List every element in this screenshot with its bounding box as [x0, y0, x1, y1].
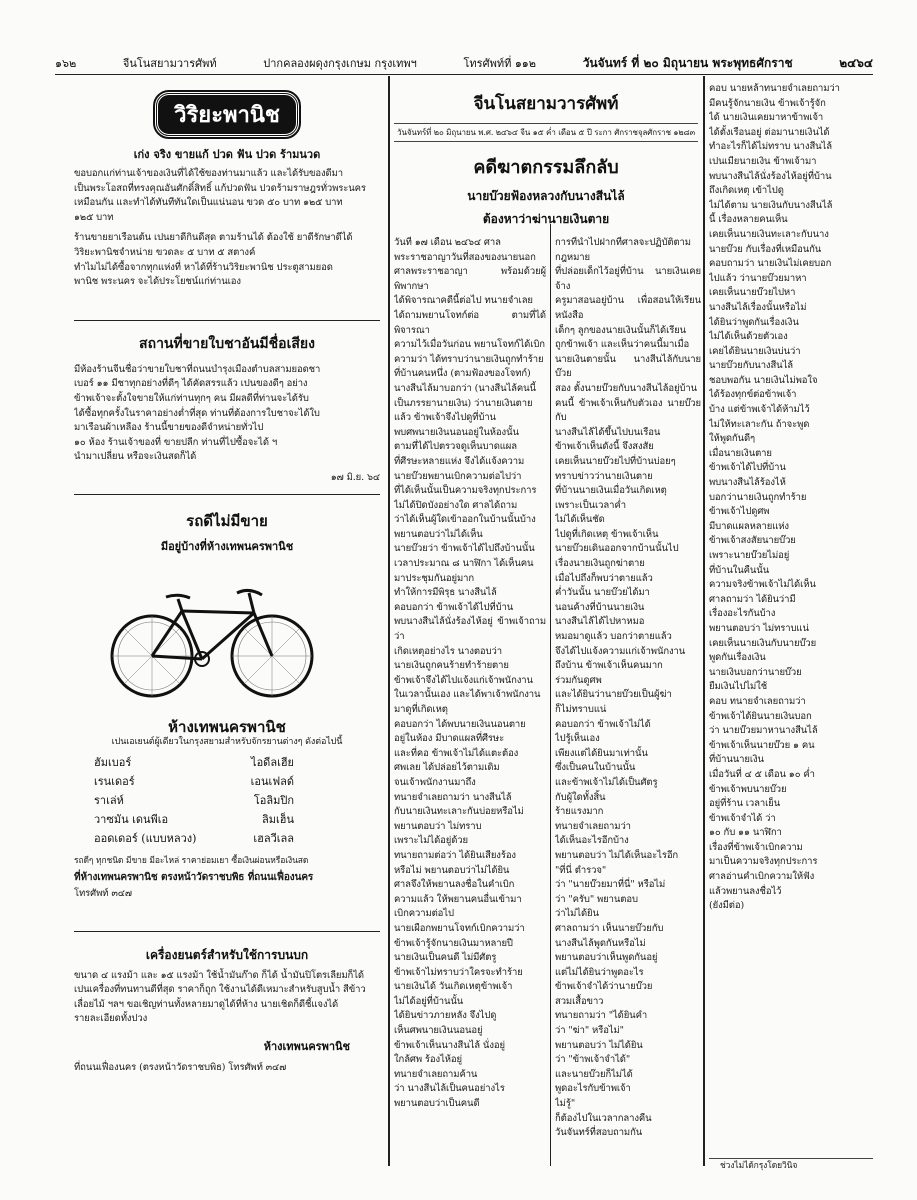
subhead-2: ต้องหาว่าฆ่านายเงินตาย [482, 212, 610, 226]
article-line: นายเงินได้ วันเกิดเหตุข้าพเจ้า [394, 981, 513, 993]
article-line: ข้าพเจ้าเห็นดังนี้ จึงสงสัย [555, 441, 654, 453]
tea-line: มีห้องร้านจีนชื่อว่าขายใบชาที่ถนนบำรุงเมืองตำบลสามยอดชา [74, 363, 321, 375]
article-line: นายบ๊วยว่า ข้าพเจ้าได้ไปถึงบ้านนั้น [394, 543, 535, 555]
article-line: แต่ไม่ได้ยินว่าพูดอะไร [555, 966, 644, 978]
article-line: แล้วพยานลงชื่อไว้ [709, 885, 782, 897]
article-line: ได้ตั้งเรือนอยู่ ต่อมานายเงินได้ [709, 126, 830, 138]
masthead: จีนโนสยามวารศัพท์ [473, 94, 619, 114]
article-line: ข้าพเจ้าไม่ทราบว่าใครจะทำร้าย [394, 966, 523, 978]
article-line: เพราะเป็นเวลาค่ำ [555, 499, 626, 511]
article-line: อยู่ที่ร้าน เวลาเย็น [709, 798, 781, 810]
article-line: เคยได้ยินนายเงินบ่นว่า [709, 345, 801, 357]
article-line: บ้าง แต่ข้าพเจ้าได้ห้ามไว้ [709, 404, 810, 416]
article-line: ความไว้เมื่อวันก่อน พยานโจทก์ได้เบิก [394, 339, 545, 351]
article-line: ข้าพเจ้าจำได้ ว่า [709, 812, 776, 824]
article-line: นายเงินเป็นคนดี ไม่มีศัตรู [394, 952, 497, 964]
brand-name: วาซมัน เดนพีเอ [94, 812, 169, 826]
article-line: ได้ยินว่าพูดกันเรื่องเงิน [709, 316, 799, 328]
brand-name: ลิมเฮ็น [262, 812, 294, 826]
article-line: ชอบพอกัน นายเงินไม่พอใจ [709, 374, 818, 386]
brand-name: เอนเฟลด์ [250, 774, 294, 788]
ad-line: ทำไมไม่ได้ซื้อจากทุกแห่งที่ หาได้ที่ร้านวิริยะพานิช ประตูสามยอด [74, 261, 333, 273]
masthead-date: วันจันทร์ที่ ๒๐ มิถุนายน พ.ศ. ๒๔๖๔ จีน ๑๕ ค่ำ เดือน ๕ ปี ระกา ศักราชจุลศักราช ๑๒๘๓ [397, 128, 695, 137]
article-line: สวมเสื้อขาว [555, 995, 604, 1007]
article-line: นี้ เรื่องหลายคนเห็น [709, 214, 788, 226]
masthead-rule [394, 141, 698, 142]
article-line: วันจันทร์ที่สอบถามกัน [555, 1127, 643, 1139]
article-line: ไปดูที่เกิดเหตุ ข้าพเจ้าเห็น [555, 528, 659, 540]
article-line: ศาลถามว่า เห็นนายบ๊วยกับ [555, 922, 664, 934]
headline: คดีฆาตกรรมลึกลับ [473, 157, 619, 178]
article-line: คอบ ทนายจำเลยถามว่า [709, 695, 806, 707]
continued-note: ช่วงไม่ได้กรุงโดยวินิจ [720, 1161, 798, 1171]
brand-list [94, 753, 294, 848]
article-line: พูดกันเรื่องเงิน [709, 652, 766, 664]
article-line: พยานตอบว่าไม่ได้เห็น [394, 528, 483, 540]
brand-name: ฮัมเบอร์ [94, 755, 132, 769]
article-line: เคยเห็นนายบ๊วยไปที่บ้านบ่อยๆ [555, 455, 676, 467]
article-column-2 [555, 236, 701, 1166]
article-line: นายบ๊วยกับนางสีนไล้ [709, 360, 793, 372]
article-line: พยานตอบว่า ไม่ทราบ [394, 820, 482, 832]
article-line: เวลาประมาณ ๘ นาฬิกา ได้เห็นคน [394, 558, 534, 570]
article-line: ทำอะไรก็ได้ไม่ทราบ นางสีนไล้ [709, 141, 832, 153]
article-line: แล้ว ข้าพเจ้าจึงไปดูที่บ้าน [394, 412, 496, 424]
article-line: ว่า นายบ๊วยมาหานางสีนไล้ [709, 725, 818, 737]
article-line: พยานตอบว่า ไม่ได้เห็นอะไรอีก [555, 849, 679, 861]
store-address: ที่ห้างเทพนครพานิช ตรงหน้าวัดราชบพิธ ที่ถนนเฟื่องนคร [74, 871, 314, 883]
article-line: พูดอะไรกับข้าพเจ้า [555, 1083, 631, 1095]
ad-line: เหมือนกัน และทำได้ทันทีทันใดเป็นแน่นอน ขวด ๕๐ บาท ๑๒๕ บาท [74, 197, 343, 209]
article-line: ความแล้ว ให้พยานคนอื่นเข้ามา [394, 893, 522, 905]
ad-line: ขอบอกแก่ท่านเจ้าของเงินที่ได้ใช้ของท่านมาแล้ว และได้รับของดีมา [74, 168, 343, 179]
article-line: พยานตอบว่าเป็นคนดี [394, 1098, 480, 1110]
article-line: ถูกข้าพเจ้า และเห็นว่าคนนี้มาเมื่อ [555, 339, 690, 351]
article-line: ข้าพเจ้าสงสัยนายบ๊วย [709, 535, 796, 547]
article-line: ไม่ได้ปิดบังอย่างใด ศาลได้ถาม [394, 499, 518, 511]
article-line: นายบ๊วยเดินออกจากบ้านนั้นไป [555, 543, 679, 555]
tea-shop-text [74, 363, 380, 486]
engine-line: รายละเอียดทั้งปวง [74, 1013, 148, 1025]
article-line: นางสีนไล้พูดกันหรือไม่ [555, 937, 646, 949]
article-line: นายเงินบอกว่านายบ๊วย [709, 666, 802, 678]
article-line: กับนายเงินทะเลาะกันบ่อยหรือไม่ [394, 806, 524, 818]
article-line: ข้าพเจ้าเห็นนางสีนไล้ นั่งอยู่ [394, 1039, 505, 1051]
article-line: นายเงินถูกคนร้ายทำร้ายตาย [394, 660, 509, 672]
article-line: และที่คอ ข้าพเจ้าไม่ได้แตะต้อง [394, 747, 519, 759]
subhead-1: นายบ๊วยฟ้องหลวงกับนางสีนไล้ [467, 189, 625, 203]
article-line: ได้ถามพยานโจทก์ต่อ ตามที่ได้พิจารณา [394, 309, 546, 336]
bicycle-ad [74, 509, 380, 909]
article-line: จนเจ้าพนักงานมาถึง [394, 776, 476, 788]
phone-number: โทรศัพท์ที่ ๑๑๒ [463, 57, 537, 70]
article-line: เกิดเหตุอย่างไร นางตอบว่า [394, 645, 502, 657]
article-line: พบนางสีนไล้นั่งร้องไห้อยู่ที่บ้าน [709, 170, 832, 182]
article-line: ทนายถามว่า "ได้ยินคำ [555, 1010, 648, 1022]
brand-row [94, 810, 294, 829]
ad-line: ร้านขายยาเรือนต้น เปนยาดีกินดีสุด ตามร้านได้ ต้องใช้ ยาดีรักษาดีได้ [74, 232, 353, 244]
article-line: ไม่ได้เห็นด้วยตัวเอง [709, 331, 788, 343]
article-line: ว่า "ฆ่า" หรือไม่" [555, 1025, 624, 1037]
article-line: คอบถามว่า นายเงินไม่เคยบอก [709, 258, 832, 270]
article-line: นอนค้างที่บ้านนายเงิน [555, 601, 645, 613]
engine-line: ขนาด ๔ แรงม้า และ ๑๕ แรงม้า ใช้น้ำมันก๊าด ก็ได้ น้ำมันปิโตรเลียมก็ได้ [74, 969, 364, 981]
article-line: "ที่นี่ ตำรวจ" [555, 864, 607, 876]
middle-header [394, 82, 698, 232]
article-line: ที่บ้านนายเงิน [709, 754, 764, 766]
banner-subtitle: เก่ง จริง ขายแก้ ปวด ฟัน ปวด ร้ามนวด [133, 148, 321, 161]
article-line: ไปรู้เห็นเอง [555, 733, 600, 745]
issue-year: ๒๔๖๔ [839, 55, 873, 70]
article-line: มีบาดแผลหลายแห่ง [709, 520, 789, 532]
article-line: ได้เห็นอะไรอีกบ้าง [555, 835, 629, 847]
article-line: ทนายจำเลยถามค้าน [394, 1068, 478, 1080]
article-line: ได้ นายเงินเคยมาหาข้าพเจ้า [709, 112, 824, 124]
brand-name: โอลิมปิก [253, 793, 294, 807]
article-line: ข้าพเจ้าได้ยินนายเงินบอก [709, 710, 812, 722]
store-note: รถดีๆ ทุกชนิด มีขาย มีอะไหล่ ราคาย่อมเยา ซื้อเงินผ่อนหรือเงินสด [74, 855, 309, 866]
tea-line: นำมาเปลี่ยน หรือจะเงินสดก็ได้ [74, 451, 197, 463]
article-line: ไม่ได้เห็นชัด [555, 514, 605, 526]
article-line: ๑๐ กับ ๑๑ นาฬิกา [709, 827, 782, 839]
column-divider [388, 76, 390, 1166]
article-line: ถึงเกิดเหตุ เข้าไปดู [709, 185, 784, 197]
article-line: ร้ายแรงมาก [555, 806, 604, 818]
brand-row [94, 772, 294, 791]
article-line: ศาลถามว่า ได้ยินว่ามี [709, 593, 796, 605]
article-line: ได้ยินข่าวภายหลัง จึงไปดู [394, 1010, 497, 1022]
store-phone: โทรศัพท์ ๓๔๗ [74, 887, 132, 899]
article-line: ที่บ้านคนหนึ่ง (ตามฟ้องของโจทก์) [394, 368, 531, 380]
article-line: ว่า "ข้าพเจ้าจำได้" [555, 1054, 631, 1066]
article-line: เรื่องอะไรกันบ้าง [709, 608, 776, 620]
article-line: เพราะไม่ได้อยู่ด้วย [394, 835, 468, 847]
article-line: ข้าพเจ้าจึงได้ไปแจ้งแก่เจ้าพนักงาน [394, 674, 533, 686]
article-line: เปนเมียนายเงิน ข้าพเจ้ามา [709, 155, 817, 167]
article-line: เรื่องนายเงินถูกฆ่าตาย [555, 558, 645, 570]
tea-shop-title: สถานที่ขายใบชาอันมีชื่อเสียง [139, 335, 315, 352]
article-line: นางสีนไล้มาบอกว่า (นางสีนไล้คนนี้ [394, 382, 536, 394]
tea-line: มาเรือนผ้าเหลือง ร้านนี้ขายของดีจำหน่ายทั่วไป [74, 422, 264, 434]
article-line: ที่บ้านนายเงินเมื่อวันเกิดเหตุ [555, 485, 667, 497]
article-line: ที่บ้านในคืนนั้น [709, 564, 770, 576]
article-line: คอบ นายหล้าทนายจำเลยถามว่า [709, 83, 840, 94]
article-line: เคยเห็นนายเงินทะเลาะกับนาง [709, 228, 829, 240]
article-column-1 [394, 236, 546, 1166]
article-line: ไม่ได้อยู่ที่บ้านนั้น [394, 995, 464, 1007]
brand-row [94, 753, 294, 772]
article-line: นายเผือกพยานโจทก์เบิกความว่า [394, 922, 525, 934]
engine-address: ที่ถนนเฟื่องนคร (ตรงหน้าวัดราชบพิธ) โทรศัพท์ ๓๔๗ [74, 1061, 287, 1073]
article-line: ข้าพเจ้าไปดูศพ [709, 506, 770, 518]
article-line: เมื่อวันที่ ๔ ๕ เดือน ๑๐ ค่ำ [709, 768, 815, 780]
article-line: คอบอกว่า ข้าพเจ้าไม่ได้ [555, 718, 651, 730]
article-line: นายบ๊วย กับเรื่องที่เหมือนกัน [709, 243, 822, 255]
article-line: ศาลจึงให้พยานลงชื่อในคำเบิก [394, 879, 515, 891]
masthead-rule [394, 123, 698, 124]
article-line: ไม่รู้" [555, 1098, 576, 1110]
article-line: เพียงแต่ได้ยินมาเท่านั้น [555, 747, 648, 759]
issue-date: วันจันทร์ ที่ ๒๐ มิถุนายน พระพุทธศักราช [582, 55, 793, 70]
article-line: ทราบข่าวว่านายเงินตาย [555, 470, 653, 482]
tea-line: ๑๐ ห้อง ร้านเจ้าของที่ ขายปลีก ท่านที่ไปซื้อจะได้ ฯ [74, 436, 278, 448]
article-line: พบศพนายเงินนอนอยู่ในห้องนั้น [394, 426, 519, 438]
section-divider [74, 931, 380, 932]
tea-line: ได้ซื้อทุกครั้งในราคาอย่างต่ำที่สุด ท่านที่ต้องการใบชาจะได้ใบ [74, 407, 320, 419]
virivapanich-ad-text [74, 167, 380, 290]
article-line: ว่า "ครับ" พยานตอบ [555, 893, 638, 905]
page-header [55, 52, 873, 75]
brand-row [94, 829, 294, 848]
article-line: ครูมาสอนอยู่บ้าน เพื่อสอนให้เรียนหนังสือ [555, 295, 701, 321]
tea-line: เบอร์ ๑๑ มีชาทุกอย่างที่ดีๆ ได้คัดสรรแล้ว เปนของดีๆ อย่าง [74, 378, 308, 390]
brand-name: ออดเดอร์ (แบบหลวง) [94, 831, 197, 845]
ad-line: ๑๒๕ บาท [74, 211, 114, 223]
article-line: ค่ำวันนั้น นายบ๊วยได้มา [555, 587, 650, 599]
article-line: ได้ร้องทุกข์ต่อข้าพเจ้า [709, 389, 797, 401]
article-line: ความว่า ได้ทราบว่านายเงินถูกทำร้าย [394, 353, 544, 365]
article-line: นางสีนไล้เรื่องนั้นหรือไม่ [709, 301, 807, 313]
section-divider [74, 320, 380, 321]
article-line: นายเงินตายนั้น นางสีนไล้กับนายบ๊วย [555, 353, 701, 380]
article-line: เพราะนายบ๊วยไม่อยู่ [709, 550, 790, 561]
tea-date: ๑๗ มิ.ย. ๖๔ [330, 471, 380, 483]
article-line: ยืมเงินไปไม่ใช้ [709, 681, 768, 693]
article-column-3 [709, 82, 873, 1162]
publisher-address: ปากคลองผดุงกรุงเกษม กรุงเทพฯ [263, 57, 417, 70]
article-line: นายบ๊วยพยานเบิกความต่อไปว่า [394, 470, 522, 482]
article-line: ที่ปล่อยเด็กไว้อยู่ที่บ้าน นายเงินเคยจ้าง [555, 266, 701, 292]
tea-line: ข้าพเจ้าจะตั้งใจขายให้แก่ท่านทุกๆ คน มีผลดีที่ท่านจะได้รับ [74, 392, 309, 404]
article-line: ว่า นางสีนไล้เป็นคนอย่างไร [394, 1083, 505, 1095]
bike-title: รถดีไม่มีขาย [186, 511, 268, 530]
paper-title: จีนโนสยามวารศัพท์ [122, 57, 217, 70]
brand-name: ราเล่ห์ [94, 793, 124, 807]
left-column [74, 82, 380, 1172]
article-line: ให้พูดกันดีๆ [709, 433, 756, 445]
article-line: ข้าพเจ้าได้ไปที่บ้าน [709, 462, 786, 474]
article-line: ศาลอ่านคำเบิกความให้ฟัง [709, 871, 815, 883]
brand-row [94, 791, 294, 810]
article-line: และข้าพเจ้าไม่ได้เป็นศัตรู [555, 776, 658, 788]
article-line: จึงได้ไปแจ้งความแก่เจ้าพนักงาน [555, 645, 686, 657]
bike-subtitle: มีอยู่บ้างที่ห้างเทพนครพานิช [160, 539, 294, 553]
article-line: มาประชุมกันอยู่มาก [394, 572, 475, 584]
article-line: อยู่ในห้อง มีบาดแผลที่ศีรษะ [394, 733, 505, 745]
article-line: พบนางสีนไล้ร้องไห้ [709, 477, 786, 489]
article-line: นางสีนไล้ได้ขึ้นไปบนเรือน [555, 426, 661, 438]
article-line: เด็กๆ ลูกของนายเงินนั้นก็ได้เรียน [555, 324, 687, 336]
engine-line: เลื่อยไม้ ฯลฯ ขอเชิญท่านทั้งหลายมาดูได้ที่ห้าง นายเชิดก็ดีชี้แจงได้ [74, 998, 339, 1010]
brand-name: เรนเดอร์ [94, 774, 135, 788]
article-line: ถึงบ้าน ข้าพเจ้าเห็นคนมาก [555, 660, 663, 672]
virivapanich-banner: วิริยะพานิช [155, 92, 299, 137]
article-line: เบิกความต่อไป [394, 908, 454, 920]
article-line: ก็ต้องไปในเวลากลางคืน [555, 1112, 652, 1124]
article-line: เป็นภรรยานายเงิน) ว่านายเงินตาย [394, 397, 533, 409]
article-line: เคยเห็นนายบ๊วยไปหา [709, 287, 796, 299]
article-line: ว่าไม่ได้ยิน [555, 908, 599, 920]
article-line: วันที่ ๑๗ เดือน ๒๔๖๔ ศาล [394, 237, 501, 248]
article-line: ข้าพเจ้าจำได้ว่านายบ๊วย [555, 981, 653, 993]
article-line: ได้พิจารณาคดีนี้ต่อไป ทนายจำเลย [394, 295, 533, 307]
store-title: ห้างเทพนครพานิช [168, 717, 286, 736]
article-line: ซึ่งเป็นคนในบ้านนั้น [555, 762, 636, 774]
article-line: ก็ไม่ทราบแน่ [555, 704, 607, 715]
article-line: ในเวลานั้นเอง และได้พาเจ้าพนักงาน [394, 689, 541, 701]
article-line: ไม่ได้ตาม นายเงินกับนางสีนไล้ [709, 199, 833, 211]
article-line: หมอมาดูแล้ว บอกว่าตายแล้ว [555, 631, 672, 643]
store-subtitle: เปนเอเยนต์ผู้เดียวในกรุงสยามสำหรับจักรยานต่างๆ ดังต่อไปนี้ [111, 736, 343, 747]
article-line: คอบอกว่า ได้พบนายเงินนอนตาย [394, 718, 526, 730]
article-line: นางสีนไล้ได้ไปหาหมอ [555, 616, 645, 628]
article-line: ข้าพเจ้ารู้จักนายเงินมาหลายปี [394, 937, 513, 949]
article-line: มาดูที่เกิดเหตุ [394, 704, 448, 715]
article-line: ศพเลย ได้ปล่อยไว้ตามเดิม [394, 762, 500, 774]
article-line: และได้ยินว่านายบ๊วยเป็นผู้ฆ่า [555, 689, 672, 701]
article-line: เห็นศพนายเงินนอนอยู่ [394, 1025, 483, 1037]
article-line: มาเป็นความจริงทุกประการ [709, 856, 818, 868]
article-line: คนนี้ ข้าพเจ้าเห็นกับตัวเอง นายบ๊วยกับ [555, 397, 701, 424]
engine-sign: ห้างเทพนครพานิช [263, 1039, 350, 1053]
article-line: ที่ศีรษะหลายแห่ง จึงได้แจ้งความ [394, 455, 525, 467]
article-line: ศาลพระราชอาญา พร้อมด้วยผู้พิพากษา [394, 266, 546, 292]
article-line: ข้าพเจ้าเห็นนายบ๊วย ๑ คน [709, 739, 815, 751]
article-line: ไม่ให้ทะเลาะกัน ถ้าจะพูด [709, 418, 810, 430]
article-line: ทนายถามต่อว่า ได้ยินเสียงร้อง [394, 849, 516, 861]
article-line: หรือไม่ พยานตอบว่าไม่ได้ยิน [394, 864, 510, 876]
section-divider [74, 494, 380, 495]
article-line: พยานตอบว่าเห็นพูดกันอยู่ [555, 952, 658, 964]
column-divider [550, 224, 551, 1166]
article-line: เรื่องที่ข้าพเจ้าเบิกความ [709, 841, 803, 853]
article-line: (ยังมีต่อ) [709, 900, 745, 912]
article-line: คอบอกว่า ข้าพเจ้าได้ไปที่บ้าน [394, 601, 514, 613]
article-line: สอง ตั้งนายบ๊วยกับนางสีนไล้อยู่บ้าน [555, 382, 697, 394]
engine-text [74, 969, 380, 1027]
article-line: ใกล้ศพ ร้องไห้อยู่ [394, 1054, 462, 1066]
article-line: พบนางสีนไล้นั่งร้องไห้อยู่ ข้าพเจ้าถามว่า [394, 616, 546, 643]
article-line: และนายบ๊วยก็ไม่ได้ [555, 1068, 633, 1080]
article-line: ว่า "นายบ๊วยมาที่นี่" หรือไม่ [555, 879, 666, 891]
brand-name: ไอดีลเฮีย [251, 755, 294, 769]
article-line: ความจริงข้าพเจ้าไม่ได้เห็น [709, 579, 816, 591]
article-line: เคยเห็นนายเงินกับนายบ๊วย [709, 637, 817, 649]
article-line: การที่นำไปฝากที่ศาลจะปฏิบัติตามกฎหมาย [555, 237, 691, 263]
article-line: ไปแล้ว ว่านายบ๊วยมาหา [709, 272, 807, 284]
article-line: ว่าได้เห็นผู้ใดเข้าออกในบ้านนั้นบ้าง [394, 514, 536, 526]
article-line: ข้าพเจ้าพบนายบ๊วย [709, 783, 787, 795]
article-line: พยานตอบว่า ไม่ทราบแน่ [709, 622, 809, 634]
bicycle-illustration [94, 571, 334, 701]
brand-name: เฮลวีเลล [253, 831, 294, 845]
page-number: ๑๖๒ [55, 57, 77, 70]
column-divider [703, 76, 705, 1166]
engine-line: เปนเครื่องที่ทนทานดีที่สุด ราคาก็ถูก ใช้งานได้ดีเหมาะสำหรับสูบน้ำ สีข้าว [74, 984, 366, 996]
article-line: กับผู้ใดทั้งสิ้น [555, 791, 606, 803]
article-line: ตามที่ได้ไปตรวจดูเห็นบาดแผล [394, 441, 517, 453]
article-line: ที่ได้เห็นนั้นเป็นความจริงทุกประการ [394, 485, 537, 497]
article-line: มีคนรู้จักนายเงิน ข้าพเจ้ารู้จัก [709, 97, 826, 109]
article-line: ทนายจำเลยถามว่า [555, 820, 631, 832]
article-line: เมื่อไปถึงก็พบว่าตายแล้ว [555, 572, 653, 584]
article-line: เมื่อนายเงินตาย [709, 447, 772, 459]
article-line: บอกว่านายเงินถูกทำร้าย [709, 491, 807, 503]
ad-line: พานิช พระนคร จะได้ประโยชน์แก่ท่านเอง [74, 276, 241, 288]
article-line: พยานตอบว่า ไม่ได้ยิน [555, 1039, 643, 1051]
ad-line: เป็นพระโอสถที่ทรงคุณอันศักดิ์สิทธิ์ แก้ปวดฟัน ปวดร้ามราษฎรทั่วพระนคร [74, 182, 366, 194]
engine-title: เครื่องยนตร์สำหรับใช้การบนบก [145, 947, 309, 962]
article-line: พระราชอาญาวันที่สองของนายนอก [394, 251, 536, 263]
article-line: ทนายจำเลยถามว่า นางสีนไล้ [394, 791, 512, 803]
article-line: ทำให้การมีพิรุธ นางสีนไล้ [394, 587, 497, 599]
article-line: ร่วมกันดูศพ [555, 674, 602, 686]
ad-line: วิริยะพานิชจำหน่าย ขวดละ ๕ บาท ๕ สตางค์ [74, 246, 256, 258]
